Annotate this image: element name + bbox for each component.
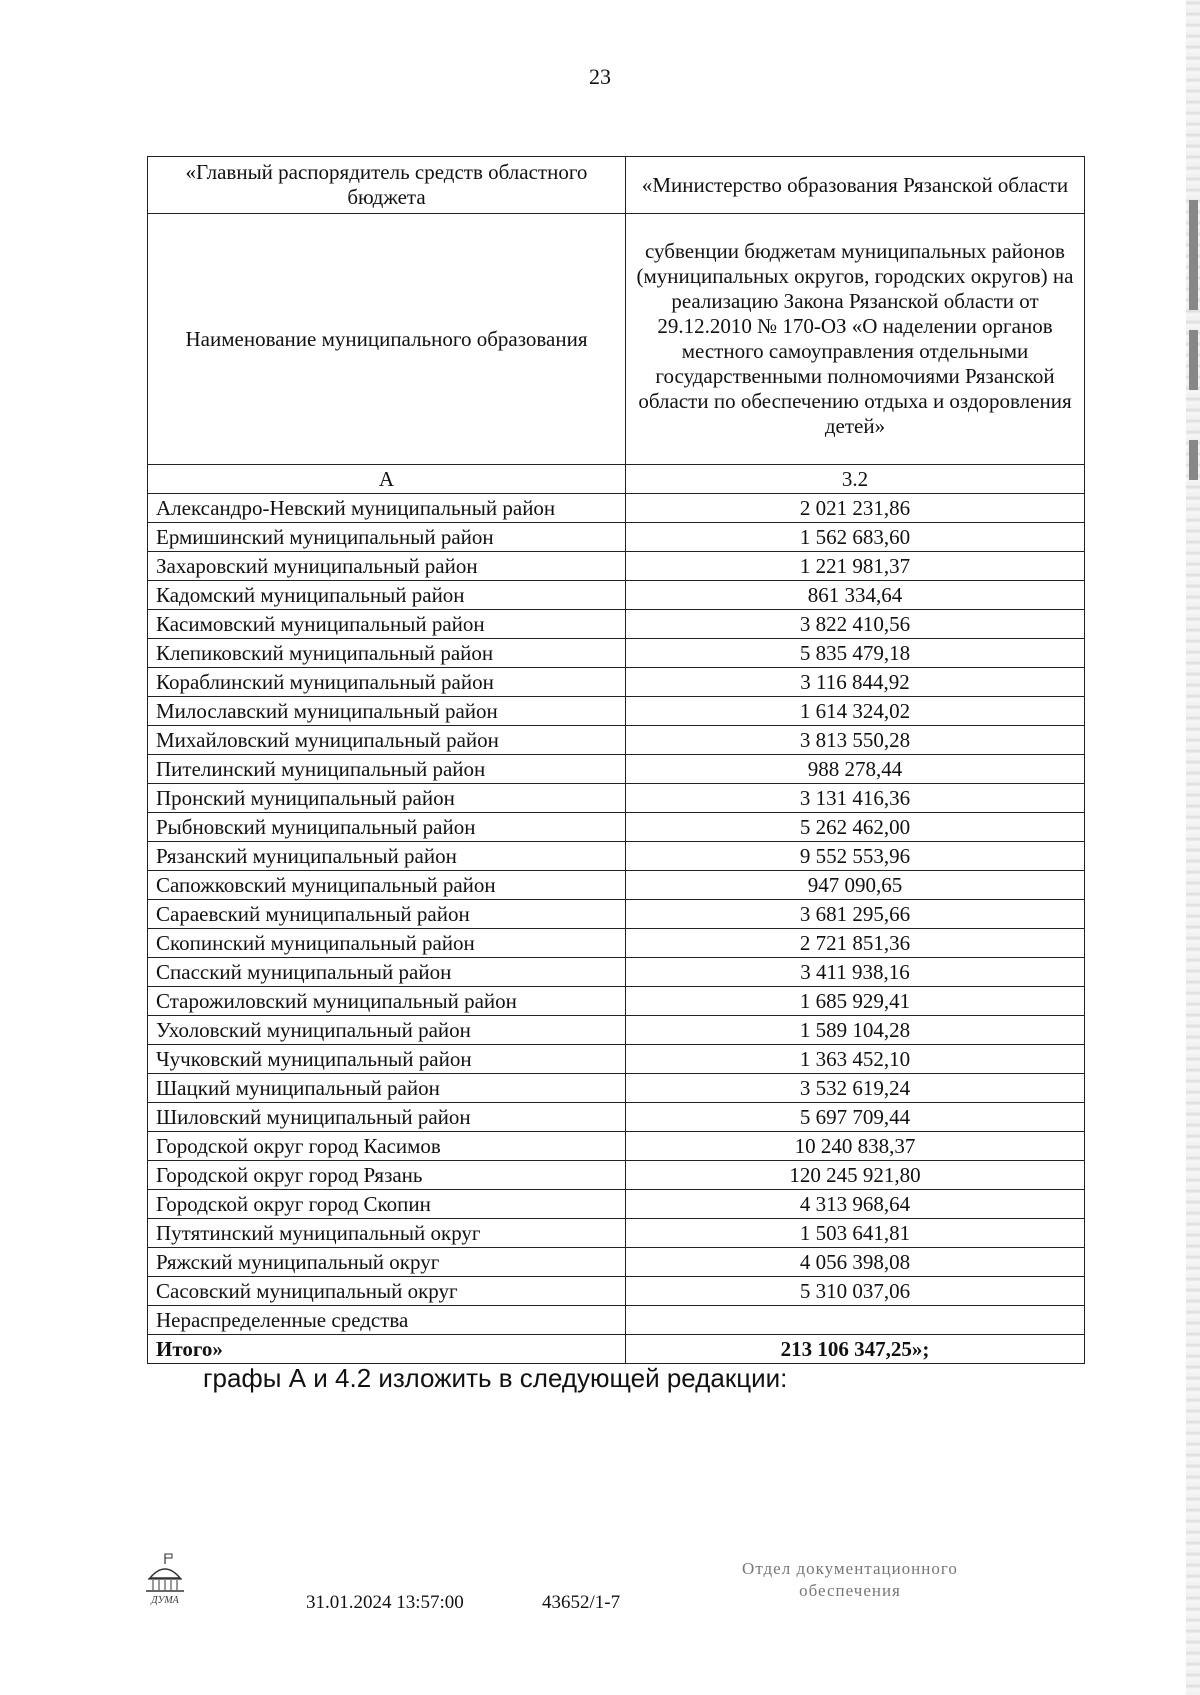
subvention-amount: 3 116 844,92 — [626, 668, 1085, 697]
municipality-name: Касимовский муниципальный район — [148, 610, 626, 639]
header-row-columns — [148, 214, 1085, 465]
table-row — [148, 1045, 1085, 1074]
table-row — [148, 581, 1085, 610]
subvention-amount: 5 310 037,06 — [626, 1277, 1085, 1306]
municipality-name: Городской округ город Рязань — [148, 1161, 626, 1190]
registration-number: 43652/1-7 — [542, 1592, 621, 1613]
municipality-name: Нераспределенные средства — [148, 1306, 626, 1335]
column-letter-a: А — [148, 465, 626, 494]
municipality-name: Клепиковский муниципальный район — [148, 639, 626, 668]
subvention-amount: 1 614 324,02 — [626, 697, 1085, 726]
total-label: Итого» — [148, 1335, 626, 1364]
subvention-amount: 1 503 641,81 — [626, 1219, 1085, 1248]
table-row — [148, 494, 1085, 523]
table-row — [148, 1248, 1085, 1277]
table-row — [148, 552, 1085, 581]
department-stamp — [700, 1558, 1000, 1602]
subvention-amount: 120 245 921,80 — [626, 1161, 1085, 1190]
subvention-amount: 9 552 553,96 — [626, 842, 1085, 871]
table-row — [148, 842, 1085, 871]
table-row — [148, 1132, 1085, 1161]
table-row — [148, 813, 1085, 842]
header-municipality-column: Наименование муниципального образования — [148, 214, 626, 465]
subvention-amount: 3 822 410,56 — [626, 610, 1085, 639]
subvention-amount — [626, 1306, 1085, 1335]
municipality-name: Старожиловский муниципальный район — [148, 987, 626, 1016]
table-row — [148, 929, 1085, 958]
scan-edge-mark — [1189, 330, 1198, 390]
municipality-name: Путятинский муниципальный округ — [148, 1219, 626, 1248]
municipality-name: Чучковский муниципальный район — [148, 1045, 626, 1074]
duma-logo-text: ДУМА — [151, 1595, 179, 1606]
header-distributor-label: «Главный распорядитель средств областного бюджета — [148, 157, 626, 214]
scan-edge-mark — [1189, 200, 1198, 310]
table-row — [148, 639, 1085, 668]
municipality-name: Михайловский муниципальный район — [148, 726, 626, 755]
table-row — [148, 1103, 1085, 1132]
table-row — [148, 958, 1085, 987]
table-row — [148, 1074, 1085, 1103]
table-row — [148, 755, 1085, 784]
stamp-line-2: обеспечения — [799, 1581, 901, 1600]
subvention-amount: 1 685 929,41 — [626, 987, 1085, 1016]
municipality-name: Ермишинский муниципальный район — [148, 523, 626, 552]
municipality-name: Захаровский муниципальный район — [148, 552, 626, 581]
subvention-amount: 5 262 462,00 — [626, 813, 1085, 842]
municipality-name: Городской округ город Скопин — [148, 1190, 626, 1219]
municipality-name: Сасовский муниципальный округ — [148, 1277, 626, 1306]
subvention-amount: 3 131 416,36 — [626, 784, 1085, 813]
subvention-amount: 3 411 938,16 — [626, 958, 1085, 987]
municipality-name: Городской округ город Касимов — [148, 1132, 626, 1161]
amendment-instruction: графы А и 4.2 изложить в следующей редакции: — [203, 1363, 788, 1393]
stamp-line-1: Отдел документационного — [742, 1559, 958, 1578]
municipality-name: Пителинский муниципальный район — [148, 755, 626, 784]
table-row — [148, 610, 1085, 639]
municipality-name: Ухоловский муниципальный район — [148, 1016, 626, 1045]
table-row — [148, 1277, 1085, 1306]
municipality-name: Рязанский муниципальный район — [148, 842, 626, 871]
subvention-amount: 1 221 981,37 — [626, 552, 1085, 581]
municipality-name: Скопинский муниципальный район — [148, 929, 626, 958]
municipality-name: Милославский муниципальный район — [148, 697, 626, 726]
column-letter-3-2: 3.2 — [626, 465, 1085, 494]
subvention-amount: 4 313 968,64 — [626, 1190, 1085, 1219]
table-row — [148, 668, 1085, 697]
subvention-amount: 988 278,44 — [626, 755, 1085, 784]
header-row-distributor — [148, 157, 1085, 214]
registration-date: 31.01.2024 13:57:00 — [306, 1592, 464, 1613]
municipality-name: Кадомский муниципальный район — [148, 581, 626, 610]
table-row — [148, 1219, 1085, 1248]
header-ministry-label: «Министерство образования Рязанской области — [626, 157, 1085, 214]
subvention-amount: 5 697 709,44 — [626, 1103, 1085, 1132]
municipality-name: Сапожковский муниципальный район — [148, 871, 626, 900]
subvention-amount: 5 835 479,18 — [626, 639, 1085, 668]
table-row — [148, 1016, 1085, 1045]
table-row — [148, 987, 1085, 1016]
subvention-amount: 1 363 452,10 — [626, 1045, 1085, 1074]
municipality-name: Сараевский муниципальный район — [148, 900, 626, 929]
total-amount: 213 106 347,25»; — [626, 1335, 1085, 1364]
column-letters-row — [148, 465, 1085, 494]
subvention-amount: 2 721 851,36 — [626, 929, 1085, 958]
table-row — [148, 900, 1085, 929]
total-row — [148, 1335, 1085, 1364]
scan-edge-mark — [1189, 440, 1198, 480]
table-row — [148, 784, 1085, 813]
subvention-amount: 861 334,64 — [626, 581, 1085, 610]
municipality-name: Пронский муниципальный район — [148, 784, 626, 813]
table-row — [148, 523, 1085, 552]
subvention-amount: 3 681 295,66 — [626, 900, 1085, 929]
table-row — [148, 1306, 1085, 1335]
municipality-name: Александро-Невский муниципальный район — [148, 494, 626, 523]
municipality-name: Шацкий муниципальный район — [148, 1074, 626, 1103]
municipality-name: Спасский муниципальный район — [148, 958, 626, 987]
page-number: 23 — [589, 64, 611, 89]
municipality-name: Ряжский муниципальный округ — [148, 1248, 626, 1277]
municipality-name: Шиловский муниципальный район — [148, 1103, 626, 1132]
scan-edge-strip — [1186, 0, 1200, 1695]
header-subvention-column: субвенции бюджетам муниципальных районов (муниципальных округов, городских округов) на реализацию Закона Рязанской области от 29.12.2010 № 170-ОЗ «О наделении органов местного самоуправления отдельными государственными полномочиями Рязанской области по обеспечению отдыха и оздоровления детей» — [626, 214, 1085, 465]
table-row — [148, 1161, 1085, 1190]
subvention-table — [147, 156, 1085, 1364]
subvention-amount: 1 562 683,60 — [626, 523, 1085, 552]
municipality-name: Кораблинский муниципальный район — [148, 668, 626, 697]
subvention-amount: 3 813 550,28 — [626, 726, 1085, 755]
duma-logo-icon — [140, 1552, 190, 1608]
table-row — [148, 697, 1085, 726]
subvention-amount: 3 532 619,24 — [626, 1074, 1085, 1103]
subvention-amount: 947 090,65 — [626, 871, 1085, 900]
subvention-amount: 4 056 398,08 — [626, 1248, 1085, 1277]
municipality-name: Рыбновский муниципальный район — [148, 813, 626, 842]
subvention-amount: 2 021 231,86 — [626, 494, 1085, 523]
table-row — [148, 726, 1085, 755]
table-row — [148, 1190, 1085, 1219]
subvention-amount: 1 589 104,28 — [626, 1016, 1085, 1045]
subvention-amount: 10 240 838,37 — [626, 1132, 1085, 1161]
table-row — [148, 871, 1085, 900]
